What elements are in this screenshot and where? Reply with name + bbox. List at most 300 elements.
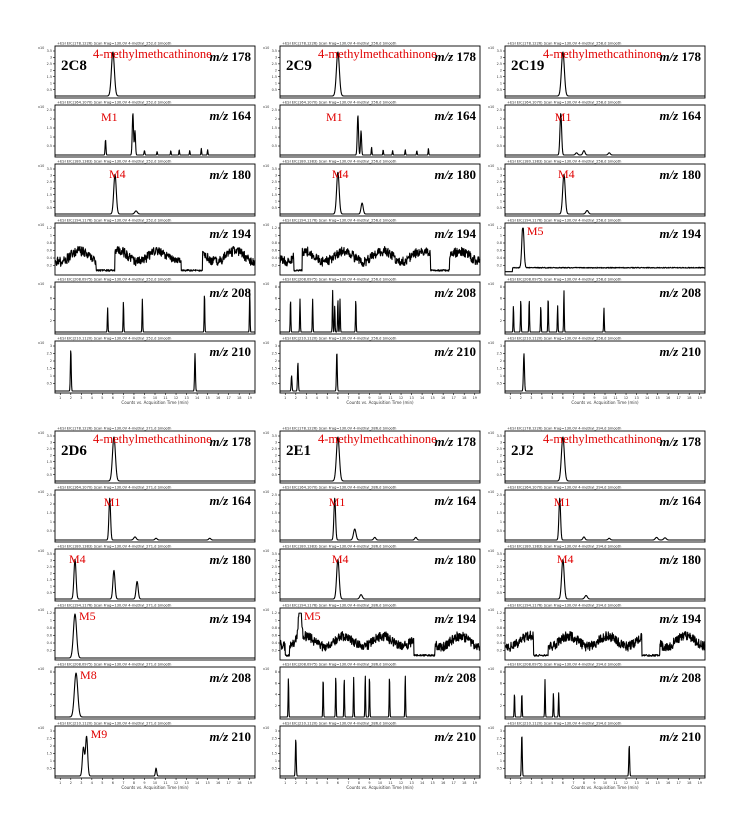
- y-tick-label: 0.5: [46, 144, 52, 149]
- y-tick-label: 8: [499, 670, 502, 675]
- mz-label: [434, 49, 476, 64]
- y-tick-label: 0.5: [271, 381, 277, 386]
- y-tick-label: 1: [274, 520, 277, 525]
- y-tick-label: 2.5: [271, 180, 277, 185]
- isoform-label: 2D6: [61, 443, 87, 459]
- y-tick-label: 0.4: [271, 256, 277, 261]
- panel-header: +ESI EIC(194.1176) Scan Frag=130.0V 4-methyl_271.d Smooth: [57, 603, 172, 608]
- x-tick-label: 14: [644, 396, 650, 400]
- y-tick-label: 2: [49, 186, 52, 191]
- panel-header: +ESI EIC(208.0975) Scan Frag=130.0V 4-methyl_271.d Smooth: [57, 662, 172, 667]
- x-tick-label: 1: [284, 781, 287, 785]
- x-tick-label: 9: [368, 781, 371, 785]
- y-tick-label: 3.5: [496, 49, 502, 54]
- y-scale-label: x10: [488, 341, 495, 345]
- x-tick-label: 10: [377, 781, 383, 785]
- y-tick-label: 0.5: [46, 381, 52, 386]
- x-axis-label: Counts vs. Acquisition Time (min): [346, 400, 414, 405]
- x-tick-label: 3: [530, 396, 533, 400]
- x-tick-label: 11: [613, 781, 618, 785]
- x-tick-label: 17: [226, 781, 231, 785]
- mz-value: 194: [453, 611, 476, 626]
- y-tick-label: 1.5: [271, 577, 277, 582]
- metabolite-label: M5: [304, 609, 321, 623]
- mz-value: 210: [678, 729, 701, 744]
- y-tick-label: 1.5: [46, 366, 52, 371]
- y-tick-label: 2: [274, 453, 277, 458]
- y-tick-label: 2: [499, 502, 502, 507]
- y-tick-label: 2.5: [46, 180, 52, 185]
- panel-header: +ESI EIC(210.1120) Scan Frag=130.0V 4-methyl_286.d Smooth: [282, 721, 397, 726]
- metabolite-label: M1: [103, 495, 121, 509]
- eic-panel-mz210: [263, 337, 480, 406]
- mz-label: [659, 670, 701, 685]
- y-tick-label: 1.5: [271, 511, 277, 516]
- panel-header: +ESI EIC(164.1070) Scan Frag=130.0V 4-methyl_286.d Smooth: [282, 485, 397, 490]
- metabolite-label: M9: [90, 727, 108, 741]
- mz-label: [659, 552, 701, 567]
- panel-header: +ESI EIC(210.1120) Scan Frag=130.0V 4-methyl_294.d Smooth: [507, 721, 622, 726]
- x-tick-label: 7: [122, 781, 125, 785]
- eic-panel-mz180: [38, 160, 255, 217]
- mz-label: [434, 344, 476, 359]
- mz-value: 164: [453, 493, 476, 508]
- y-tick-label: 0.2: [496, 263, 502, 268]
- y-scale-label: x10: [488, 667, 495, 671]
- y-tick-label: 1.5: [496, 366, 502, 371]
- eic-panel-mz208: [38, 663, 255, 720]
- x-tick-label: 19: [472, 781, 477, 785]
- mz-value: 180: [678, 552, 701, 567]
- mz-prefix: m/z: [434, 434, 454, 449]
- isoform-label: 2J2: [511, 443, 534, 459]
- panel-header: +ESI EIC(210.1120) Scan Frag=130.0V 4-methyl_271.d Smooth: [57, 721, 172, 726]
- eic-panel-mz164: [488, 101, 705, 158]
- mz-value: 164: [453, 108, 476, 123]
- mz-label: [434, 552, 476, 567]
- y-tick-label: 3: [274, 344, 277, 349]
- mz-label: [434, 108, 476, 123]
- y-scale-label: x10: [263, 608, 270, 612]
- y-tick-label: 2.5: [496, 565, 502, 570]
- y-tick-label: 6: [49, 681, 52, 686]
- y-tick-label: 1: [274, 759, 277, 764]
- x-tick-label: 12: [173, 781, 179, 785]
- y-tick-label: 2.5: [46, 108, 52, 113]
- parent-compound-label: 4-methylmethcathinone: [543, 47, 662, 61]
- y-tick-label: 6: [274, 296, 277, 301]
- y-tick-label: 1: [499, 81, 502, 86]
- y-tick-label: 0.5: [46, 529, 52, 534]
- y-tick-label: 3.5: [496, 552, 502, 557]
- mz-value: 180: [228, 552, 251, 567]
- mz-label: [209, 434, 251, 449]
- x-tick-label: 10: [152, 396, 158, 400]
- mz-value: 180: [228, 167, 251, 182]
- y-tick-label: 0.8: [271, 626, 277, 631]
- x-tick-label: 10: [152, 781, 158, 785]
- x-tick-label: 12: [398, 396, 404, 400]
- eic-panel-mz210: [38, 722, 255, 791]
- x-tick-label: 8: [132, 781, 136, 785]
- eic-panel-mz180: [263, 545, 480, 602]
- mz-prefix: m/z: [659, 49, 679, 64]
- y-tick-label: 0.5: [496, 529, 502, 534]
- y-tick-label: 8: [274, 670, 277, 675]
- eic-panel-mz194: [488, 219, 705, 276]
- x-tick-label: 7: [122, 396, 125, 400]
- y-scale-label: x10: [488, 549, 495, 553]
- y-tick-label: 1: [499, 466, 502, 471]
- y-scale-label: x10: [263, 282, 270, 286]
- y-tick-label: 1.2: [46, 226, 52, 231]
- y-scale-label: x10: [488, 282, 495, 286]
- panel-header: +ESI EIC(164.1070) Scan Frag=130.0V 4-methyl_258.d Smooth: [507, 100, 622, 105]
- mz-label: [659, 167, 701, 182]
- panel-header: +ESI EIC(178.1226) Scan Frag=130.0V 4-methyl_258.d Smooth: [507, 41, 622, 46]
- mz-label: [209, 552, 251, 567]
- panel-header: +ESI EIC(178.1226) Scan Frag=130.0V 4-methyl_271.d Smooth: [57, 426, 172, 431]
- y-tick-label: 1: [49, 520, 52, 525]
- y-tick-label: 1.5: [46, 126, 52, 131]
- x-tick-label: 12: [173, 396, 179, 400]
- y-scale-label: x10: [38, 341, 45, 345]
- mz-value: 208: [678, 285, 701, 300]
- y-tick-label: 1: [499, 584, 502, 589]
- mz-label: [659, 344, 701, 359]
- x-tick-label: 15: [430, 396, 435, 400]
- y-tick-label: 0.5: [496, 590, 502, 595]
- y-tick-label: 1.5: [46, 577, 52, 582]
- y-tick-label: 4: [49, 307, 52, 312]
- y-tick-label: 0.5: [496, 205, 502, 210]
- y-tick-label: 2.5: [271, 62, 277, 67]
- x-tick-label: 5: [551, 781, 554, 785]
- y-tick-label: 0.5: [271, 529, 277, 534]
- y-tick-label: 3.5: [46, 167, 52, 172]
- panel-header: +ESI EIC(208.0975) Scan Frag=130.0V 4-methyl_258.d Smooth: [507, 277, 622, 282]
- y-tick-label: 2: [274, 117, 277, 122]
- mz-prefix: m/z: [434, 493, 454, 508]
- x-tick-label: 18: [237, 781, 242, 785]
- y-tick-label: 1: [274, 199, 277, 204]
- y-scale-label: x10: [263, 726, 270, 730]
- y-tick-label: 0.5: [271, 766, 277, 771]
- mz-value: 208: [678, 670, 701, 685]
- eic-panel-mz208: [263, 278, 480, 335]
- y-scale-label: x10: [263, 341, 270, 345]
- x-tick-label: 11: [388, 396, 393, 400]
- panel-header: +ESI EIC(208.0975) Scan Frag=130.0V 4-methyl_252.d Smooth: [57, 277, 172, 282]
- x-tick-label: 4: [90, 781, 93, 785]
- panel-header: +ESI EIC(164.1070) Scan Frag=130.0V 4-methyl_271.d Smooth: [57, 485, 172, 490]
- panel-header: +ESI EIC(194.1176) Scan Frag=130.0V 4-methyl_286.d Smooth: [282, 603, 397, 608]
- x-tick-label: 14: [194, 396, 200, 400]
- mz-value: 164: [228, 493, 251, 508]
- y-tick-label: 4: [499, 692, 502, 697]
- mz-prefix: m/z: [659, 167, 679, 182]
- panel-header: +ESI EIC(180.1383) Scan Frag=130.0V 4-methyl_256.d Smooth: [282, 159, 397, 164]
- eic-panel-mz180: [488, 545, 705, 602]
- y-tick-label: 4: [274, 307, 277, 312]
- y-scale-label: x10: [263, 223, 270, 227]
- y-tick-label: 2: [49, 359, 52, 364]
- mz-prefix: m/z: [209, 285, 229, 300]
- mz-value: 210: [228, 729, 251, 744]
- x-tick-label: 13: [184, 396, 189, 400]
- y-scale-label: x10: [38, 726, 45, 730]
- mz-value: 208: [228, 670, 251, 685]
- x-tick-label: 11: [613, 396, 618, 400]
- x-tick-label: 3: [530, 781, 533, 785]
- y-tick-label: 1: [274, 466, 277, 471]
- metabolite-label: M4: [556, 552, 574, 566]
- x-tick-label: 18: [462, 396, 467, 400]
- mz-value: 194: [678, 611, 701, 626]
- y-tick-label: 2: [274, 502, 277, 507]
- mz-label: [209, 49, 251, 64]
- y-scale-label: x10: [488, 726, 495, 730]
- mz-label: [209, 611, 251, 626]
- chart-block-2d6: [38, 427, 255, 791]
- x-tick-label: 13: [409, 781, 414, 785]
- eic-panel-mz164: [263, 486, 480, 543]
- mz-prefix: m/z: [434, 344, 454, 359]
- y-tick-label: 0.5: [496, 472, 502, 477]
- eic-panel-mz210: [488, 722, 705, 791]
- y-tick-label: 2.5: [46, 351, 52, 356]
- mz-prefix: m/z: [659, 285, 679, 300]
- mz-prefix: m/z: [659, 729, 679, 744]
- y-tick-label: 3: [499, 55, 502, 60]
- y-tick-label: 0.2: [46, 263, 52, 268]
- x-tick-label: 19: [247, 396, 252, 400]
- y-scale-label: x10: [488, 608, 495, 612]
- y-tick-label: 2: [499, 703, 502, 708]
- x-tick-label: 10: [602, 396, 608, 400]
- mz-label: [209, 729, 251, 744]
- y-scale-label: x10: [38, 431, 45, 435]
- eic-panel-mz180: [38, 545, 255, 602]
- eic-panel-mz208: [488, 663, 705, 720]
- x-tick-label: 14: [419, 396, 425, 400]
- chart-block-2j2: [488, 427, 705, 791]
- x-tick-label: 13: [634, 396, 639, 400]
- mz-label: [434, 493, 476, 508]
- y-tick-label: 2: [49, 117, 52, 122]
- mz-label: [209, 344, 251, 359]
- x-tick-label: 8: [582, 396, 586, 400]
- metabolite-label: M5: [526, 224, 544, 238]
- x-tick-label: 17: [451, 396, 456, 400]
- y-tick-label: 4: [274, 692, 277, 697]
- x-tick-label: 7: [347, 781, 350, 785]
- y-tick-label: 2.5: [271, 351, 277, 356]
- mz-prefix: m/z: [209, 611, 229, 626]
- y-tick-label: 3: [49, 729, 52, 734]
- mz-value: 164: [678, 108, 701, 123]
- x-tick-label: 6: [111, 396, 114, 400]
- y-scale-label: x10: [488, 164, 495, 168]
- y-tick-label: 0.6: [46, 248, 52, 253]
- y-scale-label: x10: [263, 46, 270, 50]
- y-tick-label: 3.5: [271, 552, 277, 557]
- y-tick-label: 0.4: [46, 641, 52, 646]
- x-tick-label: 19: [247, 781, 252, 785]
- y-tick-label: 3: [49, 558, 52, 563]
- y-tick-label: 2.5: [271, 493, 277, 498]
- x-tick-label: 5: [326, 396, 329, 400]
- x-tick-label: 1: [509, 781, 512, 785]
- mz-label: [209, 108, 251, 123]
- y-tick-label: 2.5: [271, 447, 277, 452]
- mz-prefix: m/z: [209, 226, 229, 241]
- mz-prefix: m/z: [434, 729, 454, 744]
- y-scale-label: x10: [38, 549, 45, 553]
- x-tick-label: 5: [101, 781, 104, 785]
- y-tick-label: 0.8: [496, 626, 502, 631]
- y-tick-label: 0.5: [271, 472, 277, 477]
- x-tick-label: 12: [398, 781, 404, 785]
- x-tick-label: 5: [326, 781, 329, 785]
- y-tick-label: 0.4: [496, 256, 502, 261]
- x-tick-label: 1: [59, 781, 62, 785]
- y-tick-label: 0.6: [496, 248, 502, 253]
- y-tick-label: 1: [499, 759, 502, 764]
- y-tick-label: 2: [49, 453, 52, 458]
- y-tick-label: 4: [49, 692, 52, 697]
- mz-label: [659, 49, 701, 64]
- mz-prefix: m/z: [209, 552, 229, 567]
- mz-prefix: m/z: [209, 167, 229, 182]
- x-tick-label: 13: [634, 781, 639, 785]
- y-tick-label: 2.5: [496, 108, 502, 113]
- y-scale-label: x10: [488, 431, 495, 435]
- y-scale-label: x10: [263, 549, 270, 553]
- chart-block-2c19: [488, 42, 705, 406]
- mz-label: [659, 226, 701, 241]
- parent-compound-label: 4-methylmethcathinone: [318, 47, 437, 61]
- y-tick-label: 1.5: [271, 366, 277, 371]
- y-tick-label: 6: [49, 296, 52, 301]
- mz-value: 164: [678, 493, 701, 508]
- y-tick-label: 3.5: [46, 552, 52, 557]
- eic-panel-mz164: [488, 486, 705, 543]
- y-tick-label: 2.5: [46, 447, 52, 452]
- y-tick-label: 0.2: [271, 263, 277, 268]
- parent-compound-label: 4-methylmethcathinone: [318, 432, 437, 446]
- mz-label: [434, 611, 476, 626]
- mz-label: [209, 285, 251, 300]
- y-tick-label: 2: [274, 318, 277, 323]
- mz-label: [659, 493, 701, 508]
- y-tick-label: 0.5: [271, 590, 277, 595]
- y-tick-label: 8: [49, 285, 52, 290]
- mz-label: [434, 285, 476, 300]
- mz-prefix: m/z: [659, 670, 679, 685]
- mz-prefix: m/z: [659, 108, 679, 123]
- x-tick-label: 11: [388, 781, 393, 785]
- y-tick-label: 0.5: [271, 144, 277, 149]
- x-tick-label: 16: [215, 781, 221, 785]
- y-tick-label: 2: [274, 571, 277, 576]
- mz-value: 178: [678, 434, 701, 449]
- y-tick-label: 1: [499, 135, 502, 140]
- isoform-label: 2C19: [511, 58, 545, 74]
- mz-value: 194: [453, 226, 476, 241]
- y-tick-label: 0.6: [46, 633, 52, 638]
- mz-prefix: m/z: [434, 226, 454, 241]
- y-tick-label: 3: [499, 440, 502, 445]
- eic-panel-mz210: [488, 337, 705, 406]
- y-tick-label: 0.5: [46, 87, 52, 92]
- y-tick-label: 3: [49, 344, 52, 349]
- metabolite-label: M4: [109, 167, 126, 181]
- y-tick-label: 1: [49, 233, 52, 238]
- y-scale-label: x10: [38, 105, 45, 109]
- x-tick-label: 8: [357, 396, 361, 400]
- mz-label: [209, 670, 251, 685]
- y-tick-label: 0.8: [46, 626, 52, 631]
- panel-header: +ESI EIC(164.1070) Scan Frag=130.0V 4-methyl_252.d Smooth: [57, 100, 172, 105]
- y-tick-label: 0.6: [496, 633, 502, 638]
- panel-header: +ESI EIC(208.0975) Scan Frag=130.0V 4-methyl_294.d Smooth: [507, 662, 622, 667]
- y-tick-label: 2: [274, 744, 277, 749]
- panel-header: +ESI EIC(208.0975) Scan Frag=130.0V 4-methyl_286.d Smooth: [282, 662, 397, 667]
- mz-prefix: m/z: [434, 670, 454, 685]
- x-tick-label: 1: [284, 396, 287, 400]
- y-tick-label: 0.5: [46, 766, 52, 771]
- y-tick-label: 2.5: [496, 736, 502, 741]
- mz-value: 210: [678, 344, 701, 359]
- x-tick-label: 4: [315, 781, 318, 785]
- x-tick-label: 10: [377, 396, 383, 400]
- y-scale-label: x10: [488, 490, 495, 494]
- x-tick-label: 6: [561, 781, 564, 785]
- mz-value: 210: [453, 729, 476, 744]
- y-scale-label: x10: [38, 490, 45, 494]
- y-tick-label: 0.2: [496, 648, 502, 653]
- mz-value: 210: [228, 344, 251, 359]
- mz-prefix: m/z: [434, 285, 454, 300]
- y-tick-label: 0.5: [496, 87, 502, 92]
- x-tick-label: 7: [572, 781, 575, 785]
- mz-label: [659, 285, 701, 300]
- mz-value: 208: [228, 285, 251, 300]
- isoform-label: 2C9: [286, 58, 312, 74]
- x-axis-label: Counts vs. Acquisition Time (min): [571, 400, 639, 405]
- mz-value: 210: [453, 344, 476, 359]
- y-tick-label: 2.5: [496, 493, 502, 498]
- y-tick-label: 1.2: [496, 611, 502, 616]
- mz-value: 194: [678, 226, 701, 241]
- y-scale-label: x10: [488, 223, 495, 227]
- y-tick-label: 1: [49, 466, 52, 471]
- metabolite-label: M1: [554, 110, 572, 124]
- y-tick-label: 2.5: [271, 736, 277, 741]
- y-tick-label: 2: [274, 68, 277, 73]
- y-tick-label: 1: [49, 199, 52, 204]
- y-tick-label: 0.8: [271, 241, 277, 246]
- y-tick-label: 3: [49, 440, 52, 445]
- panel-header: +ESI EIC(178.1226) Scan Frag=130.0V 4-methyl_294.d Smooth: [507, 426, 622, 431]
- panel-header: +ESI EIC(210.1120) Scan Frag=130.0V 4-methyl_252.d Smooth: [57, 336, 172, 341]
- mz-value: 178: [453, 49, 476, 64]
- x-tick-label: 9: [143, 396, 146, 400]
- y-scale-label: x10: [263, 431, 270, 435]
- x-axis-label: Counts vs. Acquisition Time (min): [346, 785, 414, 790]
- y-scale-label: x10: [263, 105, 270, 109]
